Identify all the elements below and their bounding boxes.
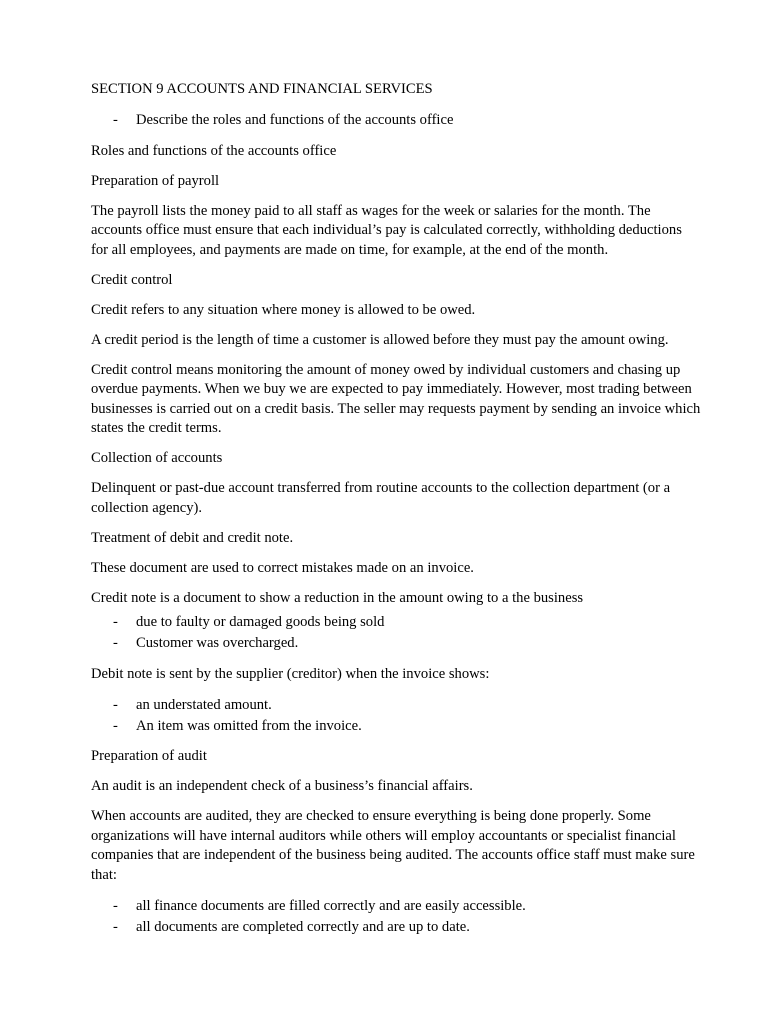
dash-bullet: - bbox=[113, 696, 118, 713]
section-title: SECTION 9 ACCOUNTS AND FINANCIAL SERVICES bbox=[91, 81, 433, 97]
objective-text: Describe the roles and functions of the accounts office bbox=[136, 112, 454, 128]
list-item-text: an understated amount. bbox=[136, 696, 272, 713]
audit-paragraph: When accounts are audited, they are checked to ensure everything is being done properly. Some organizations will have internal auditors while others will employ accountants or specialist financial companies that are independent of the business being audited. The accounts office staff must make sure that: bbox=[91, 808, 695, 883]
list-item-text: due to faulty or damaged goods being sold bbox=[136, 614, 385, 630]
debit-note-list bbox=[91, 695, 701, 737]
credit-definition: Credit refers to any situation where money is allowed to be owed. bbox=[91, 301, 476, 318]
audit-list bbox=[91, 896, 701, 938]
dash-bullet: - bbox=[113, 717, 118, 734]
list-item bbox=[91, 633, 701, 654]
dash-bullet: - bbox=[113, 918, 118, 935]
collection-paragraph: Delinquent or past-due account transferred from routine accounts to the collection department (or a collection agency). bbox=[91, 480, 671, 516]
notes-purpose: These document are used to correct mistakes made on an invoice. bbox=[91, 559, 474, 576]
list-item bbox=[91, 917, 701, 938]
roles-heading: Roles and functions of the accounts office bbox=[91, 142, 337, 159]
collection-heading: Collection of accounts bbox=[91, 450, 223, 466]
dash-bullet: - bbox=[113, 614, 118, 630]
document-body bbox=[91, 80, 701, 948]
payroll-paragraph: The payroll lists the money paid to all staff as wages for the week or salaries for the month. The accounts office must ensure that each individual’s pay is calculated correctly, withholding deductions for all employees, and payments are made on time, for example, at the end of the month. bbox=[91, 202, 682, 258]
list-item bbox=[91, 896, 701, 917]
list-item-text: An item was omitted from the invoice. bbox=[136, 717, 362, 734]
dash-bullet: - bbox=[113, 635, 118, 651]
list-item bbox=[91, 110, 701, 131]
audit-definition: An audit is an independent check of a business’s financial affairs. bbox=[91, 778, 473, 794]
objective-list bbox=[91, 110, 701, 131]
debit-note-intro: Debit note is sent by the supplier (creditor) when the invoice shows: bbox=[91, 665, 490, 682]
credit-control-heading: Credit control bbox=[91, 271, 173, 288]
credit-monitoring-paragraph: Credit control means monitoring the amount of money owed by individual customers and chasing up overdue payments. When we buy we are expected to pay immediately. However, most trading between businesses is carried out on a credit basis. The seller may requests payment by sending an invoice which states the credit terms. bbox=[91, 361, 701, 436]
list-item bbox=[91, 695, 701, 716]
list-item-text: all finance documents are filled correctly and are easily accessible. bbox=[136, 897, 526, 914]
credit-note-intro: Credit note is a document to show a reduction in the amount owing to a the business bbox=[91, 589, 584, 606]
list-item bbox=[91, 612, 701, 633]
dash-bullet: - bbox=[113, 112, 118, 128]
dash-bullet: - bbox=[113, 897, 118, 914]
notes-heading: Treatment of debit and credit note. bbox=[91, 529, 294, 546]
credit-note-list bbox=[91, 612, 701, 654]
list-item-text: all documents are completed correctly and are up to date. bbox=[136, 918, 470, 935]
list-item-text: Customer was overcharged. bbox=[136, 635, 299, 651]
list-item bbox=[91, 716, 701, 737]
audit-heading: Preparation of audit bbox=[91, 748, 207, 764]
credit-period-paragraph: A credit period is the length of time a customer is allowed before they must pay the amount owing. bbox=[91, 331, 669, 348]
payroll-heading: Preparation of payroll bbox=[91, 172, 220, 189]
